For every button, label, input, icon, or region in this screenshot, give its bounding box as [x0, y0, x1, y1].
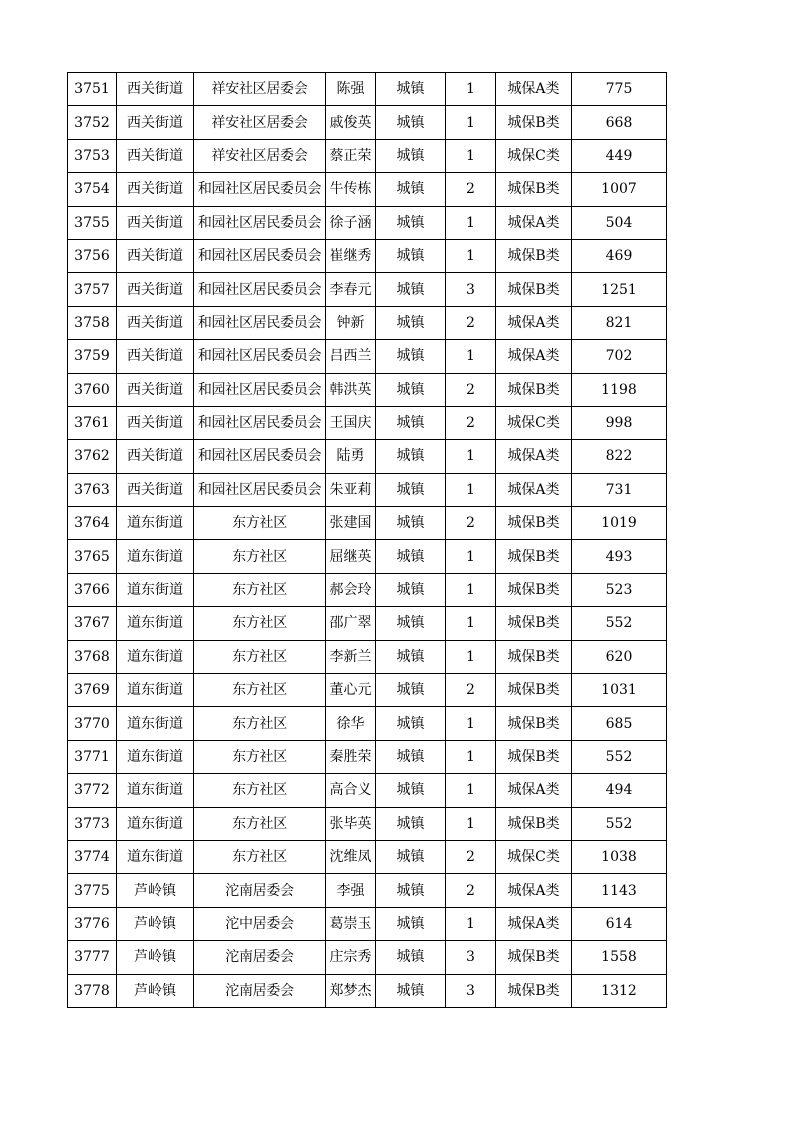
- row-number-cell: 3753: [68, 139, 117, 172]
- table-row: [68, 440, 667, 473]
- name-cell: 李强: [326, 874, 376, 907]
- community-cell: 和园社区居民委员会: [194, 373, 326, 406]
- street-cell: 西关街道: [117, 73, 194, 106]
- row-number-cell: 3771: [68, 740, 117, 773]
- person-count-cell: 1: [446, 573, 496, 606]
- household-type-cell: 城镇: [376, 607, 446, 640]
- street-cell: 芦岭镇: [117, 941, 194, 974]
- person-count-cell: 1: [446, 907, 496, 940]
- table-row: [68, 907, 667, 940]
- name-cell: 李新兰: [326, 640, 376, 673]
- row-number-cell: 3769: [68, 674, 117, 707]
- category-cell: 城保A类: [496, 73, 572, 106]
- name-cell: 张毕英: [326, 807, 376, 840]
- category-cell: 城保B类: [496, 707, 572, 740]
- amount-cell: 523: [572, 573, 667, 606]
- table-row: [68, 73, 667, 106]
- community-cell: 东方社区: [194, 573, 326, 606]
- household-type-cell: 城镇: [376, 774, 446, 807]
- household-type-cell: 城镇: [376, 406, 446, 439]
- community-cell: 和园社区居民委员会: [194, 239, 326, 272]
- table-row: [68, 874, 667, 907]
- amount-cell: 614: [572, 907, 667, 940]
- name-cell: 葛崇玉: [326, 907, 376, 940]
- category-cell: 城保A类: [496, 440, 572, 473]
- row-number-cell: 3777: [68, 941, 117, 974]
- person-count-cell: 1: [446, 774, 496, 807]
- category-cell: 城保A类: [496, 907, 572, 940]
- name-cell: 董心元: [326, 674, 376, 707]
- community-cell: 和园社区居民委员会: [194, 206, 326, 239]
- table-body: [68, 73, 667, 1008]
- table-row: [68, 306, 667, 339]
- household-type-cell: 城镇: [376, 73, 446, 106]
- person-count-cell: 2: [446, 674, 496, 707]
- table-row: [68, 974, 667, 1007]
- name-cell: 牛传栋: [326, 173, 376, 206]
- category-cell: 城保B类: [496, 106, 572, 139]
- street-cell: 芦岭镇: [117, 974, 194, 1007]
- street-cell: 西关街道: [117, 473, 194, 506]
- person-count-cell: 1: [446, 73, 496, 106]
- household-type-cell: 城镇: [376, 974, 446, 1007]
- person-count-cell: 2: [446, 406, 496, 439]
- row-number-cell: 3768: [68, 640, 117, 673]
- street-cell: 西关街道: [117, 139, 194, 172]
- household-type-cell: 城镇: [376, 139, 446, 172]
- category-cell: 城保C类: [496, 139, 572, 172]
- amount-cell: 998: [572, 406, 667, 439]
- person-count-cell: 1: [446, 440, 496, 473]
- street-cell: 道东街道: [117, 540, 194, 573]
- amount-cell: 1312: [572, 974, 667, 1007]
- community-cell: 东方社区: [194, 674, 326, 707]
- community-cell: 祥安社区居委会: [194, 139, 326, 172]
- table-row: [68, 507, 667, 540]
- street-cell: 道东街道: [117, 774, 194, 807]
- row-number-cell: 3756: [68, 239, 117, 272]
- person-count-cell: 3: [446, 273, 496, 306]
- household-type-cell: 城镇: [376, 206, 446, 239]
- household-type-cell: 城镇: [376, 239, 446, 272]
- street-cell: 道东街道: [117, 707, 194, 740]
- amount-cell: 552: [572, 807, 667, 840]
- community-cell: 东方社区: [194, 840, 326, 873]
- category-cell: 城保B类: [496, 373, 572, 406]
- community-cell: 和园社区居民委员会: [194, 440, 326, 473]
- category-cell: 城保B类: [496, 573, 572, 606]
- row-number-cell: 3774: [68, 840, 117, 873]
- row-number-cell: 3766: [68, 573, 117, 606]
- street-cell: 道东街道: [117, 573, 194, 606]
- household-type-cell: 城镇: [376, 340, 446, 373]
- community-cell: 东方社区: [194, 607, 326, 640]
- community-cell: 沱南居委会: [194, 974, 326, 1007]
- category-cell: 城保B类: [496, 607, 572, 640]
- amount-cell: 775: [572, 73, 667, 106]
- table-row: [68, 239, 667, 272]
- name-cell: 王国庆: [326, 406, 376, 439]
- street-cell: 西关街道: [117, 239, 194, 272]
- name-cell: 邵广翠: [326, 607, 376, 640]
- table-row: [68, 540, 667, 573]
- community-cell: 和园社区居民委员会: [194, 406, 326, 439]
- amount-cell: 493: [572, 540, 667, 573]
- table-row: [68, 607, 667, 640]
- table-row: [68, 840, 667, 873]
- person-count-cell: 1: [446, 239, 496, 272]
- street-cell: 西关街道: [117, 306, 194, 339]
- household-type-cell: 城镇: [376, 707, 446, 740]
- amount-cell: 1038: [572, 840, 667, 873]
- name-cell: 戚俊英: [326, 106, 376, 139]
- person-count-cell: 1: [446, 340, 496, 373]
- row-number-cell: 3776: [68, 907, 117, 940]
- benefit-table: [67, 72, 667, 1008]
- name-cell: 蔡正荣: [326, 139, 376, 172]
- street-cell: 西关街道: [117, 406, 194, 439]
- household-type-cell: 城镇: [376, 473, 446, 506]
- household-type-cell: 城镇: [376, 907, 446, 940]
- household-type-cell: 城镇: [376, 941, 446, 974]
- row-number-cell: 3751: [68, 73, 117, 106]
- name-cell: 李春元: [326, 273, 376, 306]
- person-count-cell: 1: [446, 473, 496, 506]
- household-type-cell: 城镇: [376, 173, 446, 206]
- amount-cell: 620: [572, 640, 667, 673]
- name-cell: 沈维凤: [326, 840, 376, 873]
- community-cell: 东方社区: [194, 807, 326, 840]
- table-row: [68, 273, 667, 306]
- amount-cell: 1031: [572, 674, 667, 707]
- name-cell: 陈强: [326, 73, 376, 106]
- table-row: [68, 340, 667, 373]
- row-number-cell: 3773: [68, 807, 117, 840]
- street-cell: 道东街道: [117, 507, 194, 540]
- row-number-cell: 3772: [68, 774, 117, 807]
- table-row: [68, 774, 667, 807]
- street-cell: 芦岭镇: [117, 907, 194, 940]
- street-cell: 西关街道: [117, 340, 194, 373]
- table-row: [68, 740, 667, 773]
- name-cell: 吕西兰: [326, 340, 376, 373]
- household-type-cell: 城镇: [376, 507, 446, 540]
- street-cell: 西关街道: [117, 440, 194, 473]
- row-number-cell: 3760: [68, 373, 117, 406]
- category-cell: 城保A类: [496, 206, 572, 239]
- household-type-cell: 城镇: [376, 540, 446, 573]
- person-count-cell: 2: [446, 173, 496, 206]
- row-number-cell: 3770: [68, 707, 117, 740]
- street-cell: 芦岭镇: [117, 874, 194, 907]
- name-cell: 钟新: [326, 306, 376, 339]
- household-type-cell: 城镇: [376, 740, 446, 773]
- name-cell: 高合义: [326, 774, 376, 807]
- community-cell: 和园社区居民委员会: [194, 173, 326, 206]
- table-row: [68, 106, 667, 139]
- name-cell: 郑梦杰: [326, 974, 376, 1007]
- amount-cell: 821: [572, 306, 667, 339]
- community-cell: 东方社区: [194, 774, 326, 807]
- household-type-cell: 城镇: [376, 273, 446, 306]
- person-count-cell: 3: [446, 974, 496, 1007]
- community-cell: 沱南居委会: [194, 941, 326, 974]
- category-cell: 城保A类: [496, 774, 572, 807]
- amount-cell: 1019: [572, 507, 667, 540]
- name-cell: 崔继秀: [326, 239, 376, 272]
- table-row: [68, 406, 667, 439]
- category-cell: 城保B类: [496, 273, 572, 306]
- name-cell: 张建国: [326, 507, 376, 540]
- community-cell: 和园社区居民委员会: [194, 473, 326, 506]
- name-cell: 徐子涵: [326, 206, 376, 239]
- row-number-cell: 3755: [68, 206, 117, 239]
- row-number-cell: 3765: [68, 540, 117, 573]
- row-number-cell: 3778: [68, 974, 117, 1007]
- person-count-cell: 1: [446, 540, 496, 573]
- person-count-cell: 1: [446, 607, 496, 640]
- category-cell: 城保B类: [496, 239, 572, 272]
- amount-cell: 1143: [572, 874, 667, 907]
- person-count-cell: 2: [446, 507, 496, 540]
- row-number-cell: 3762: [68, 440, 117, 473]
- category-cell: 城保C类: [496, 406, 572, 439]
- community-cell: 东方社区: [194, 707, 326, 740]
- name-cell: 朱亚莉: [326, 473, 376, 506]
- name-cell: 屈继英: [326, 540, 376, 573]
- table-row: [68, 707, 667, 740]
- household-type-cell: 城镇: [376, 373, 446, 406]
- street-cell: 道东街道: [117, 740, 194, 773]
- household-type-cell: 城镇: [376, 674, 446, 707]
- community-cell: 和园社区居民委员会: [194, 306, 326, 339]
- person-count-cell: 1: [446, 807, 496, 840]
- household-type-cell: 城镇: [376, 306, 446, 339]
- amount-cell: 552: [572, 607, 667, 640]
- person-count-cell: 3: [446, 941, 496, 974]
- category-cell: 城保C类: [496, 840, 572, 873]
- table-row: [68, 573, 667, 606]
- street-cell: 西关街道: [117, 173, 194, 206]
- amount-cell: 685: [572, 707, 667, 740]
- household-type-cell: 城镇: [376, 640, 446, 673]
- row-number-cell: 3757: [68, 273, 117, 306]
- community-cell: 东方社区: [194, 507, 326, 540]
- amount-cell: 1198: [572, 373, 667, 406]
- amount-cell: 1558: [572, 941, 667, 974]
- community-cell: 和园社区居民委员会: [194, 340, 326, 373]
- household-type-cell: 城镇: [376, 440, 446, 473]
- household-type-cell: 城镇: [376, 573, 446, 606]
- community-cell: 东方社区: [194, 740, 326, 773]
- community-cell: 东方社区: [194, 640, 326, 673]
- amount-cell: 731: [572, 473, 667, 506]
- person-count-cell: 1: [446, 707, 496, 740]
- community-cell: 沱中居委会: [194, 907, 326, 940]
- street-cell: 道东街道: [117, 607, 194, 640]
- table-row: [68, 173, 667, 206]
- category-cell: 城保A类: [496, 340, 572, 373]
- street-cell: 西关街道: [117, 206, 194, 239]
- street-cell: 道东街道: [117, 640, 194, 673]
- amount-cell: 1007: [572, 173, 667, 206]
- row-number-cell: 3758: [68, 306, 117, 339]
- table-row: [68, 640, 667, 673]
- category-cell: 城保B类: [496, 740, 572, 773]
- street-cell: 道东街道: [117, 807, 194, 840]
- household-type-cell: 城镇: [376, 106, 446, 139]
- person-count-cell: 2: [446, 373, 496, 406]
- row-number-cell: 3761: [68, 406, 117, 439]
- table-row: [68, 473, 667, 506]
- person-count-cell: 1: [446, 139, 496, 172]
- amount-cell: 822: [572, 440, 667, 473]
- street-cell: 道东街道: [117, 840, 194, 873]
- row-number-cell: 3763: [68, 473, 117, 506]
- street-cell: 西关街道: [117, 373, 194, 406]
- amount-cell: 552: [572, 740, 667, 773]
- row-number-cell: 3764: [68, 507, 117, 540]
- name-cell: 郝会玲: [326, 573, 376, 606]
- category-cell: 城保B类: [496, 941, 572, 974]
- amount-cell: 1251: [572, 273, 667, 306]
- amount-cell: 449: [572, 139, 667, 172]
- table-row: [68, 139, 667, 172]
- amount-cell: 494: [572, 774, 667, 807]
- category-cell: 城保A类: [496, 473, 572, 506]
- name-cell: 韩洪英: [326, 373, 376, 406]
- amount-cell: 504: [572, 206, 667, 239]
- person-count-cell: 2: [446, 874, 496, 907]
- name-cell: 徐华: [326, 707, 376, 740]
- category-cell: 城保A类: [496, 306, 572, 339]
- name-cell: 陆勇: [326, 440, 376, 473]
- person-count-cell: 2: [446, 306, 496, 339]
- category-cell: 城保B类: [496, 674, 572, 707]
- row-number-cell: 3775: [68, 874, 117, 907]
- category-cell: 城保B类: [496, 540, 572, 573]
- table-row: [68, 807, 667, 840]
- category-cell: 城保B类: [496, 640, 572, 673]
- person-count-cell: 1: [446, 206, 496, 239]
- community-cell: 沱南居委会: [194, 874, 326, 907]
- category-cell: 城保A类: [496, 874, 572, 907]
- name-cell: 秦胜荣: [326, 740, 376, 773]
- household-type-cell: 城镇: [376, 807, 446, 840]
- table-row: [68, 206, 667, 239]
- category-cell: 城保B类: [496, 974, 572, 1007]
- row-number-cell: 3759: [68, 340, 117, 373]
- person-count-cell: 1: [446, 106, 496, 139]
- household-type-cell: 城镇: [376, 840, 446, 873]
- community-cell: 和园社区居民委员会: [194, 273, 326, 306]
- table-row: [68, 373, 667, 406]
- street-cell: 西关街道: [117, 273, 194, 306]
- community-cell: 东方社区: [194, 540, 326, 573]
- row-number-cell: 3752: [68, 106, 117, 139]
- person-count-cell: 1: [446, 740, 496, 773]
- table-row: [68, 941, 667, 974]
- person-count-cell: 2: [446, 840, 496, 873]
- category-cell: 城保B类: [496, 173, 572, 206]
- name-cell: 庄宗秀: [326, 941, 376, 974]
- street-cell: 西关街道: [117, 106, 194, 139]
- amount-cell: 469: [572, 239, 667, 272]
- person-count-cell: 1: [446, 640, 496, 673]
- row-number-cell: 3767: [68, 607, 117, 640]
- amount-cell: 702: [572, 340, 667, 373]
- category-cell: 城保B类: [496, 507, 572, 540]
- category-cell: 城保B类: [496, 807, 572, 840]
- household-type-cell: 城镇: [376, 874, 446, 907]
- street-cell: 道东街道: [117, 674, 194, 707]
- table-row: [68, 674, 667, 707]
- row-number-cell: 3754: [68, 173, 117, 206]
- amount-cell: 668: [572, 106, 667, 139]
- community-cell: 祥安社区居委会: [194, 73, 326, 106]
- community-cell: 祥安社区居委会: [194, 106, 326, 139]
